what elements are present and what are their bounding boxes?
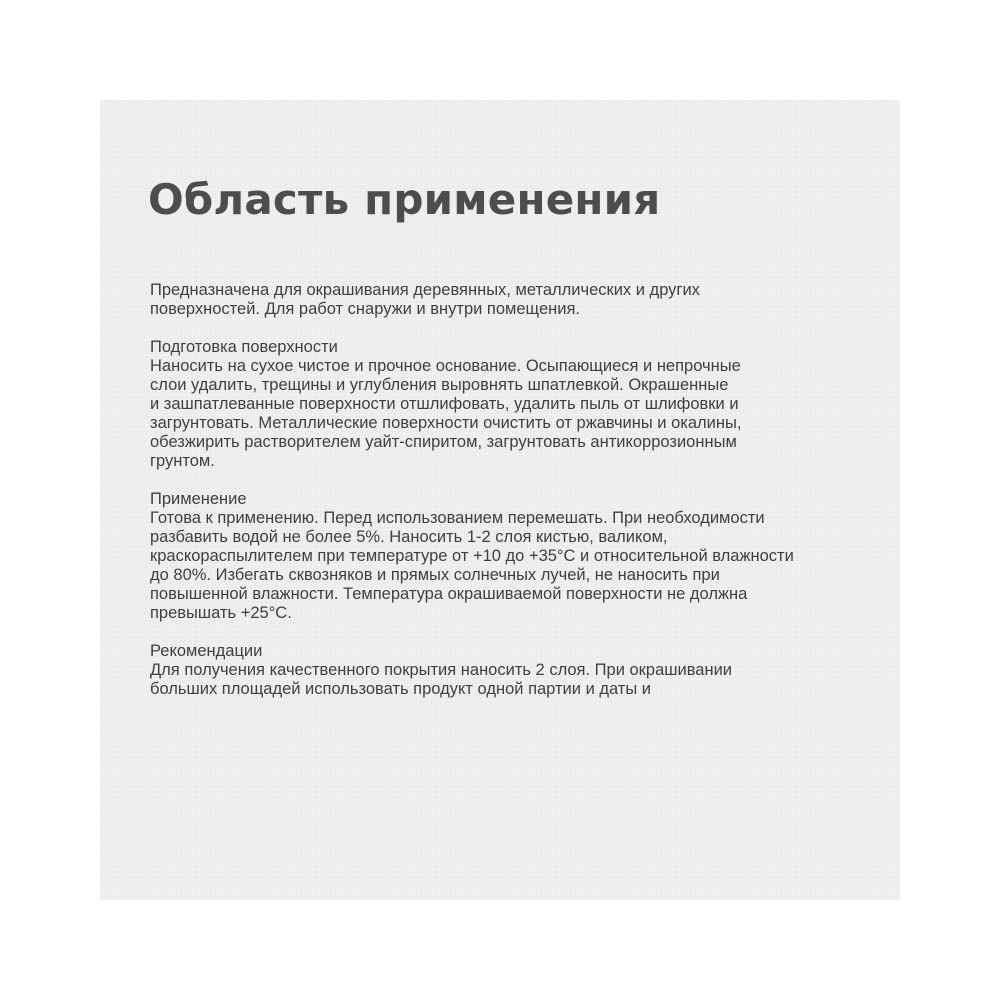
application-line: превышать +25°С. (150, 604, 292, 622)
application-line: краскораспылителем при температуре от +10 до +35°С и относительной влажности (150, 547, 794, 565)
section-heading-recommendations: Рекомендации (150, 642, 263, 660)
preparation-line: Наносить на сухое чистое и прочное основание. Осыпающиеся и непрочные (150, 357, 741, 375)
info-panel (100, 100, 900, 900)
application-line: повышенной влажности. Температура окрашиваемой поверхности не должна (150, 585, 748, 603)
paragraph-gap (150, 623, 870, 642)
preparation-line: и зашпатлеванные поверхности отшлифовать, удалить пыль от шлифовки и (150, 395, 739, 413)
intro-line: Предназначена для окрашивания деревянных, металлических и других (150, 281, 700, 299)
preparation-line: слои удалить, трещины и углубления выровнять шпатлевкой. Окрашенные (150, 376, 729, 394)
description-text (150, 281, 870, 699)
application-line: разбавить водой не более 5%. Наносить 1-2 слоя кистью, валиком, (150, 528, 668, 546)
paragraph-gap (150, 471, 870, 490)
recommendations-line: больших площадей использовать продукт одной партии и даты и (150, 680, 652, 698)
section-heading-application: Применение (150, 490, 247, 508)
preparation-line: грунтом. (150, 452, 215, 470)
page-title: Область применения (148, 175, 661, 224)
application-line: Готова к применению. Перед использованием перемешать. При необходимости (150, 509, 765, 527)
preparation-line: загрунтовать. Металлические поверхности очистить от ржавчины и окалины, (150, 414, 742, 432)
preparation-line: обезжирить растворителем уайт-спиритом, загрунтовать антикоррозионным (150, 433, 737, 451)
paragraph-gap (150, 319, 870, 338)
intro-line: поверхностей. Для работ снаружи и внутри помещения. (150, 300, 580, 318)
recommendations-line: Для получения качественного покрытия наносить 2 слоя. При окрашивании (150, 661, 733, 679)
section-heading-preparation: Подготовка поверхности (150, 338, 338, 356)
application-line: до 80%. Избегать сквозняков и прямых солнечных лучей, не наносить при (150, 566, 720, 584)
